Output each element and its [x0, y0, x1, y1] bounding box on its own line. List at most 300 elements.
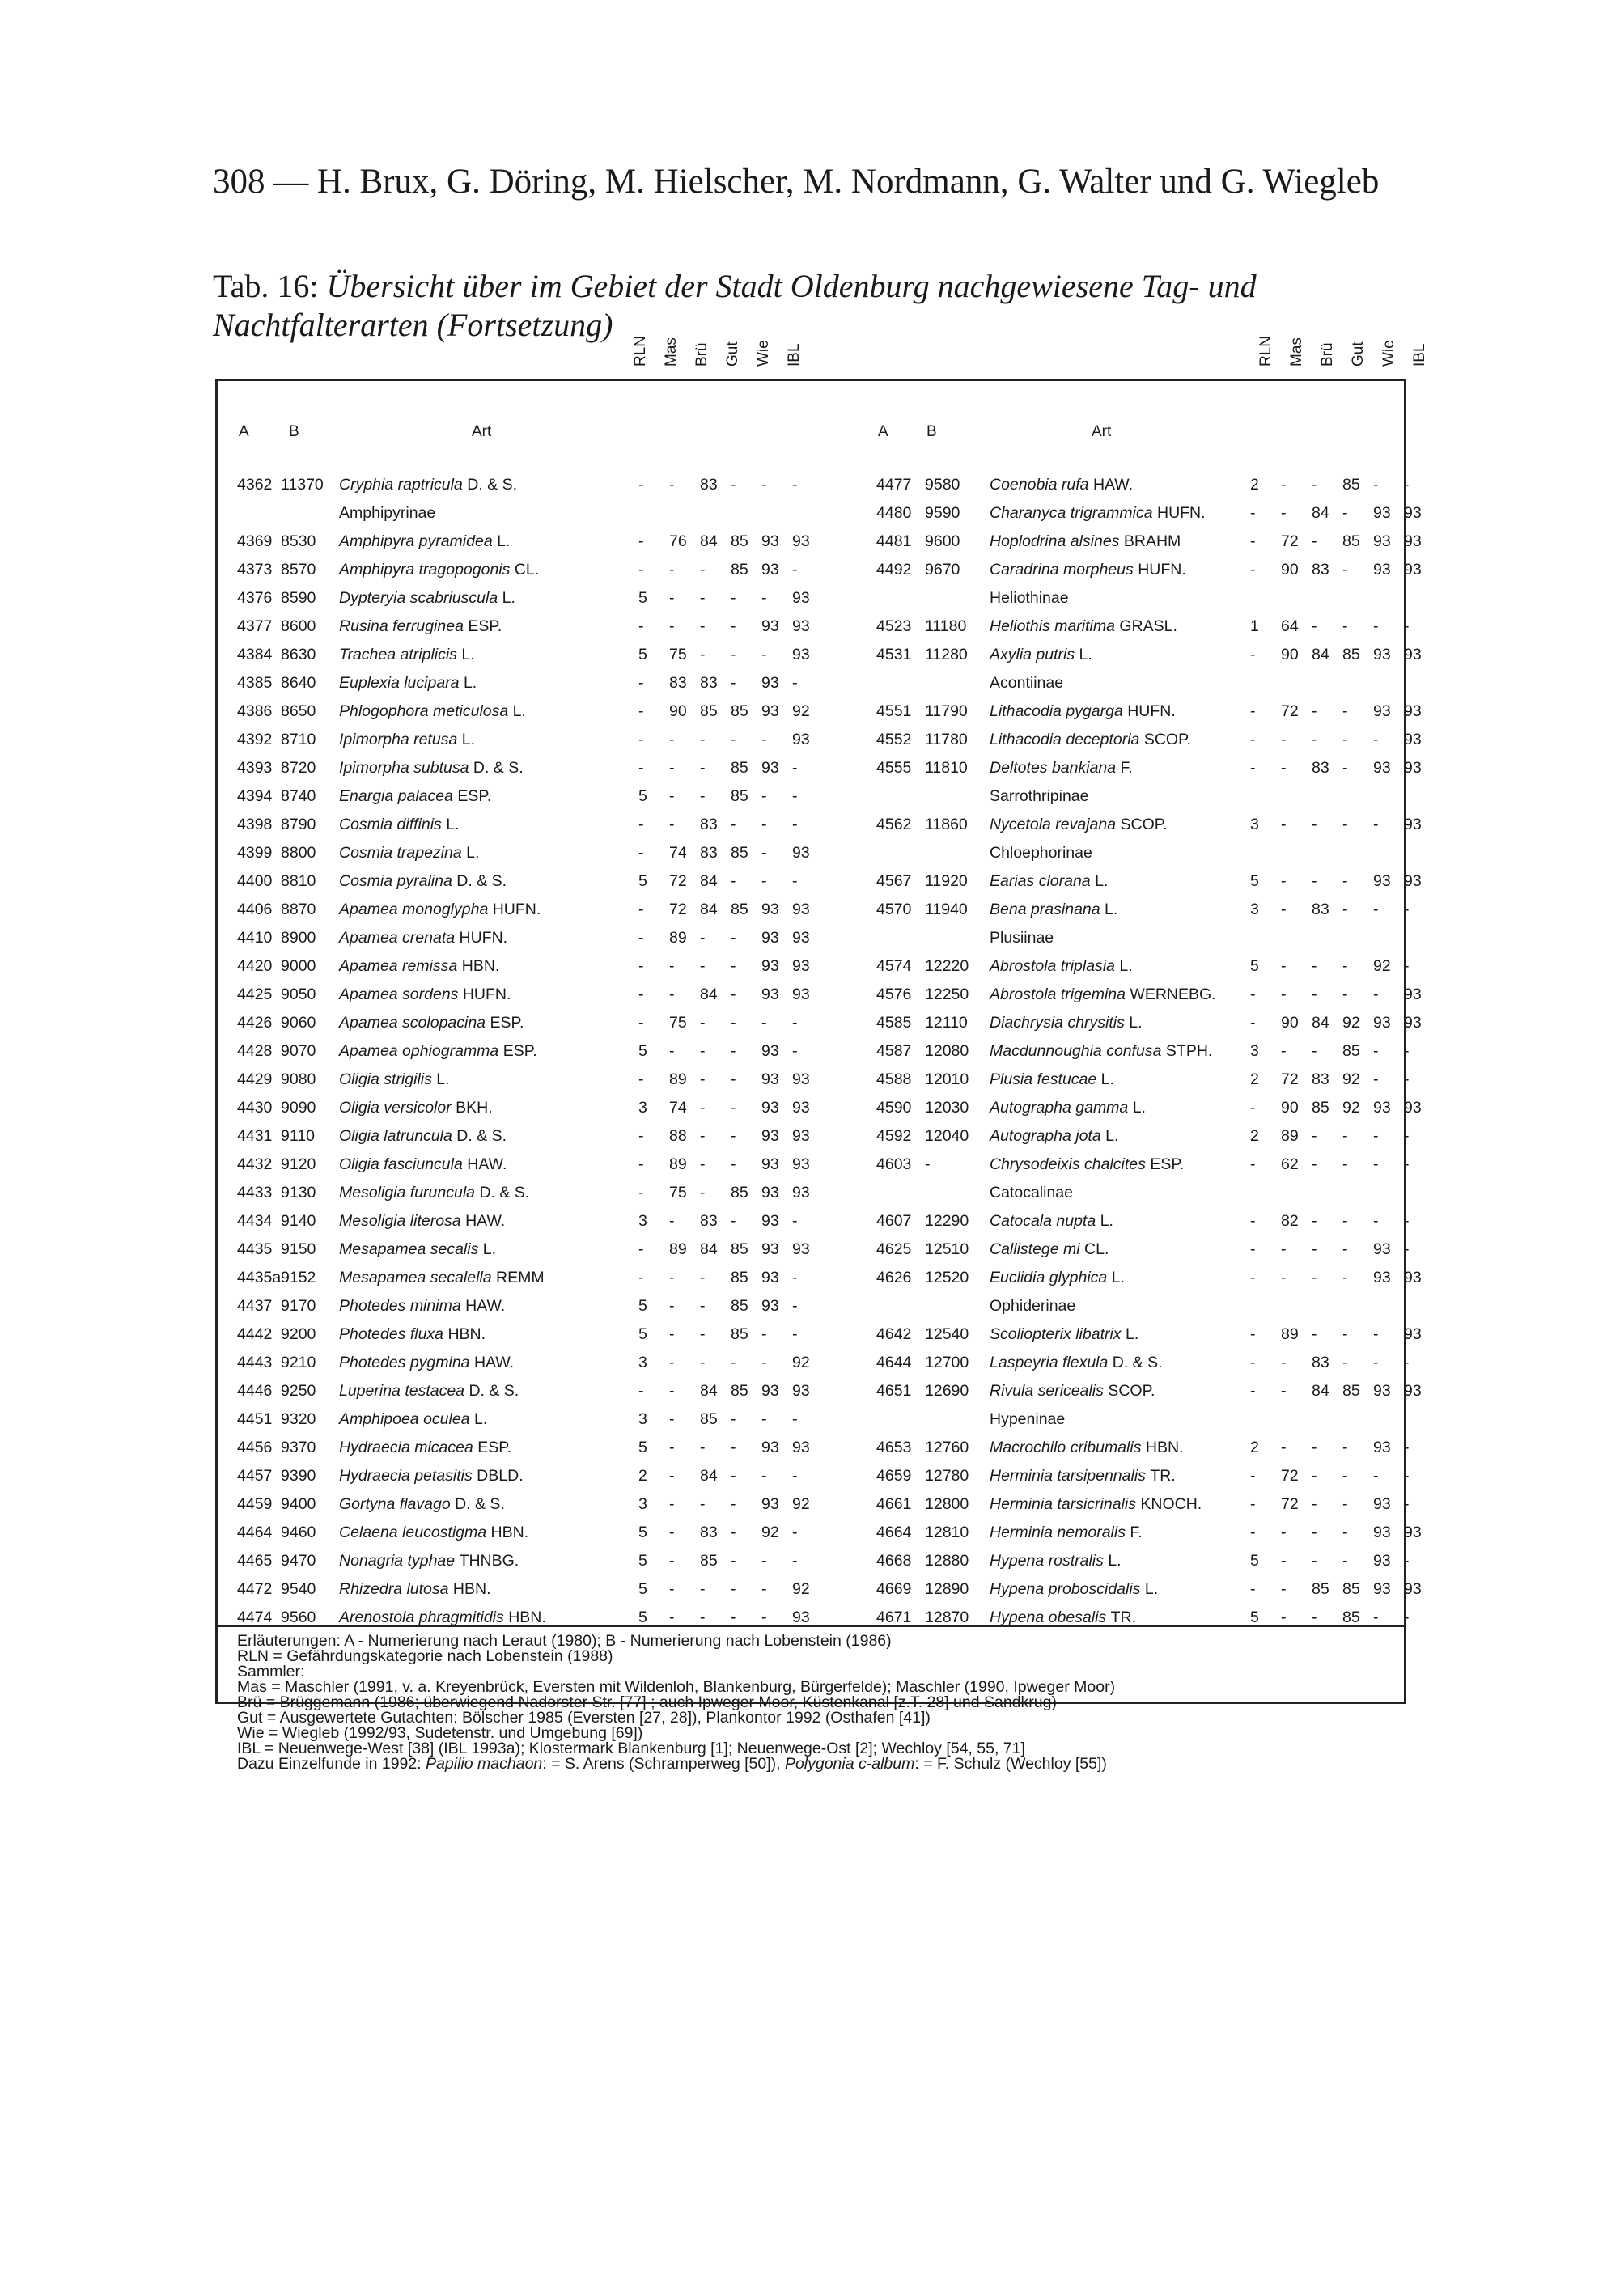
- species-author: D. & S.: [467, 476, 518, 494]
- species-author: ESP.: [477, 1439, 512, 1456]
- species-author: D. & S.: [456, 1127, 507, 1145]
- cell-value: -: [1373, 1212, 1379, 1230]
- cell-value: -: [1404, 1467, 1410, 1485]
- cell-a: 4651: [876, 1382, 912, 1400]
- cell-value: -: [792, 1269, 798, 1286]
- species-author: L.: [1111, 1269, 1125, 1286]
- table-row: [218, 727, 833, 752]
- species-author: D. & S.: [479, 1184, 530, 1202]
- cell-value: -: [1250, 532, 1256, 550]
- cell-value: 93: [792, 1240, 810, 1258]
- cell-a: 4562: [876, 816, 912, 833]
- cell-a: 4443: [237, 1354, 273, 1371]
- cell-b: 8870: [281, 901, 316, 918]
- table-row: [218, 1151, 833, 1177]
- cell-a: 4642: [876, 1325, 912, 1343]
- cell-value: 84: [700, 901, 718, 918]
- species-name: Caradrina morpheus: [990, 561, 1134, 579]
- cell-b: 9150: [281, 1240, 316, 1258]
- cell-value: -: [1250, 1212, 1256, 1230]
- cell-value: 72: [1281, 1495, 1299, 1513]
- cell-value: -: [1373, 1127, 1379, 1145]
- table-row: [833, 1350, 1409, 1375]
- cell-species: [339, 613, 502, 639]
- cell-b: 12690: [925, 1382, 969, 1400]
- cell-value: -: [1281, 1608, 1287, 1626]
- cell-species: [990, 1038, 1212, 1064]
- cell-species: [339, 1519, 528, 1545]
- species-name: Nycetola revajana: [990, 816, 1117, 833]
- cell-value: -: [1404, 617, 1410, 635]
- cell-value: -: [1404, 1155, 1410, 1173]
- cell-b: 12290: [925, 1212, 969, 1230]
- cell-value: 5: [638, 1042, 647, 1060]
- cell-b: 8800: [281, 844, 316, 862]
- cell-value: -: [731, 872, 736, 890]
- cell-value: 84: [700, 985, 718, 1003]
- cell-value: -: [669, 1608, 675, 1626]
- cell-value: -: [638, 1382, 644, 1400]
- cell-value: -: [761, 476, 767, 494]
- cell-value: 85: [731, 1325, 748, 1343]
- species-author: HBN.: [452, 1580, 491, 1598]
- cell-value: 85: [731, 561, 748, 579]
- cell-value: -: [669, 1552, 675, 1570]
- subfamily-name: Heliothinae: [990, 589, 1069, 607]
- cell-a: 4661: [876, 1495, 912, 1513]
- cell-value: -: [1312, 816, 1317, 833]
- cell-a: 4555: [876, 759, 912, 777]
- cell-b: 9580: [925, 476, 960, 494]
- cell-b: 9370: [281, 1439, 316, 1456]
- table-row: [218, 1265, 833, 1291]
- species-name: Autographa gamma: [990, 1099, 1129, 1117]
- cell-a: 4464: [237, 1524, 273, 1541]
- cell-value: -: [669, 561, 675, 579]
- cell-value: 84: [700, 872, 718, 890]
- cell-value: 93: [1373, 1552, 1391, 1570]
- cell-value: 85: [731, 1297, 748, 1315]
- cell-value: 93: [792, 646, 810, 663]
- cell-value: -: [1373, 731, 1379, 748]
- cell-value: 93: [761, 617, 779, 635]
- cell-value: -: [1342, 759, 1348, 777]
- cell-value: -: [638, 1014, 644, 1032]
- species-name: Abrostola triplasia: [990, 957, 1115, 975]
- species-author: HUFN.: [1138, 561, 1186, 579]
- cell-value: -: [761, 1325, 767, 1343]
- table-row: [218, 1519, 833, 1545]
- cell-b: 12890: [925, 1580, 969, 1598]
- cell-value: 85: [1342, 1382, 1360, 1400]
- table-row: [833, 953, 1409, 979]
- cell-value: 93: [792, 532, 810, 550]
- cell-b: 8570: [281, 561, 316, 579]
- cell-value: -: [731, 957, 736, 975]
- cell-value: 93: [1404, 816, 1422, 833]
- species-author: L.: [463, 674, 477, 692]
- cell-value: -: [1281, 1439, 1287, 1456]
- cell-value: 62: [1281, 1155, 1299, 1173]
- cell-value: 93: [792, 1184, 810, 1202]
- cell-value: 2: [1250, 1439, 1259, 1456]
- cell-value: -: [638, 1240, 644, 1258]
- species-author: L.: [473, 1410, 488, 1428]
- cell-species: [990, 1010, 1143, 1036]
- cell-value: 85: [731, 532, 748, 550]
- table-row: [833, 557, 1422, 583]
- cell-value: -: [1281, 759, 1287, 777]
- cell-value: -: [669, 1439, 675, 1456]
- cell-value: -: [731, 1212, 736, 1230]
- species-author: KNOCH.: [1140, 1495, 1202, 1513]
- species-author: TR.: [1110, 1608, 1137, 1626]
- cell-value: 92: [1342, 1014, 1360, 1032]
- species-name: Hypena proboscidalis: [990, 1580, 1141, 1598]
- cell-b: 8640: [281, 674, 316, 692]
- cell-value: -: [731, 816, 736, 833]
- species-name: Mesoligia furuncula: [339, 1184, 476, 1202]
- cell-value: -: [1404, 1608, 1410, 1626]
- cell-value: 85: [731, 759, 748, 777]
- species-name: Cosmia diffinis: [339, 816, 442, 833]
- cell-a: 4480: [876, 504, 912, 522]
- cell-value: 5: [638, 1439, 647, 1456]
- cell-value: -: [1250, 731, 1256, 748]
- cell-b: 11180: [925, 617, 967, 635]
- cell-value: -: [792, 1524, 798, 1541]
- cell-value: -: [792, 1552, 798, 1570]
- cell-value: -: [700, 1269, 706, 1286]
- legend-line: Mas = Maschler (1991, v. a. Kreyenbrück, Eversten mit Wildenloh, Blankenburg, Bürgerfelde); Maschler (1990, Ipweger Moor): [237, 1678, 1116, 1696]
- cell-value: 93: [1373, 646, 1391, 663]
- cell-value: 76: [669, 532, 687, 550]
- cell-species: [990, 1236, 1109, 1262]
- cell-value: 93: [1404, 1014, 1422, 1032]
- cell-species: [339, 1435, 511, 1460]
- cell-value: -: [700, 1354, 706, 1371]
- species-author: HUFN.: [459, 929, 508, 947]
- cell-b: 8530: [281, 532, 316, 550]
- cell-value: 93: [1404, 1269, 1422, 1286]
- cell-species: [339, 642, 475, 668]
- cell-value: 85: [1312, 1099, 1329, 1117]
- species-name: Herminia tarsipennalis: [990, 1467, 1146, 1485]
- species-author: D. & S.: [1112, 1354, 1163, 1371]
- cell-value: 85: [1312, 1580, 1329, 1598]
- header-mas: [1279, 316, 1305, 367]
- species-name: Hydraecia petasitis: [339, 1467, 473, 1485]
- cell-a: 4437: [237, 1297, 273, 1315]
- cell-value: -: [1373, 1354, 1379, 1371]
- cell-value: -: [792, 674, 798, 692]
- subfamily-name: Amphipyrinae: [339, 504, 436, 522]
- species-author: SCOP.: [1143, 731, 1191, 748]
- cell-value: 93: [792, 1382, 810, 1400]
- cell-a: 4607: [876, 1212, 912, 1230]
- cell-value: -: [669, 1354, 675, 1371]
- table-row: [218, 1548, 833, 1574]
- header-gut: [715, 316, 741, 367]
- cell-value: -: [1404, 1354, 1410, 1371]
- cell-value: -: [761, 646, 767, 663]
- cell-a: 4531: [876, 646, 912, 663]
- cell-value: 5: [638, 646, 647, 663]
- cell-value: -: [1342, 702, 1348, 720]
- subfamily-name: Ophiderinae: [990, 1297, 1076, 1315]
- cell-value: -: [731, 476, 736, 494]
- subfamily-row: [833, 585, 1409, 611]
- running-header: 308 — H. Brux, G. Döring, M. Hielscher, M. Nordmann, G. Walter und G. Wiegleb: [213, 163, 1380, 201]
- cell-b: 8710: [281, 731, 316, 748]
- cell-value: -: [638, 929, 644, 947]
- cell-a: 4428: [237, 1042, 273, 1060]
- cell-a: 4465: [237, 1552, 273, 1570]
- cell-value: 85: [1342, 646, 1360, 663]
- species-author: HAW.: [465, 1212, 506, 1230]
- cell-value: -: [1281, 1269, 1287, 1286]
- cell-value: 84: [1312, 1014, 1329, 1032]
- table-row: [833, 1038, 1409, 1064]
- cell-species: [339, 1265, 545, 1291]
- cell-value: -: [1342, 1439, 1348, 1456]
- cell-value: -: [638, 561, 644, 579]
- legend-line: RLN = Gefährdungskategorie nach Lobenstein (1988): [237, 1647, 613, 1665]
- cell-b: 9470: [281, 1552, 316, 1570]
- cell-value: 90: [1281, 646, 1299, 663]
- species-name: Herminia tarsicrinalis: [990, 1495, 1136, 1513]
- cell-species: [990, 1519, 1143, 1545]
- cell-species: [339, 1236, 496, 1262]
- cell-value: -: [669, 816, 675, 833]
- cell-species: [339, 1151, 507, 1177]
- cell-value: -: [1342, 1524, 1348, 1541]
- cell-a: 4446: [237, 1382, 273, 1400]
- cell-species: [339, 953, 499, 979]
- cell-value: 2: [638, 1467, 647, 1485]
- cell-value: -: [638, 476, 644, 494]
- cell-value: -: [1342, 1240, 1348, 1258]
- cell-species: [339, 1123, 507, 1149]
- cell-species: [339, 981, 511, 1007]
- species-name: Euclidia glyphica: [990, 1269, 1108, 1286]
- cell-value: 2: [1250, 476, 1259, 494]
- cell-a: 4362: [237, 476, 273, 494]
- cell-value: -: [669, 787, 675, 805]
- table-row: [833, 1548, 1409, 1574]
- table-row: [218, 896, 833, 922]
- cell-b: 9152: [281, 1269, 316, 1286]
- cell-b: 9000: [281, 957, 316, 975]
- species-name: Arenostola phragmitidis: [339, 1608, 504, 1626]
- header-gut: [1341, 316, 1367, 367]
- cell-value: -: [1342, 561, 1348, 579]
- cell-value: -: [731, 985, 736, 1003]
- table-row: [833, 1123, 1409, 1149]
- cell-a: 4587: [876, 1042, 912, 1060]
- species-name: Charanyca trigrammica: [990, 504, 1153, 522]
- cell-value: -: [761, 1467, 767, 1485]
- cell-value: 84: [700, 1382, 718, 1400]
- species-author: L.: [461, 646, 475, 663]
- cell-value: 93: [1404, 561, 1422, 579]
- subfamily-row: [833, 1406, 1409, 1432]
- table-row: [833, 500, 1422, 526]
- cell-value: -: [1250, 1099, 1256, 1117]
- species-name: Ipimorpha retusa: [339, 731, 458, 748]
- cell-value: -: [1312, 1127, 1317, 1145]
- cell-b: 9250: [281, 1382, 316, 1400]
- cell-value: -: [1312, 532, 1317, 550]
- cell-species: [990, 896, 1117, 922]
- cell-value: -: [700, 1070, 706, 1088]
- cell-value: 72: [669, 901, 687, 918]
- species-name: Cryphia raptricula: [339, 476, 463, 494]
- species-author: F.: [1120, 759, 1133, 777]
- subfamily-row: [833, 670, 1409, 696]
- legend-line: Wie = Wiegleb (1992/93, Sudetenstr. und Umgebung [69]): [237, 1724, 643, 1742]
- cell-value: 72: [669, 872, 687, 890]
- cell-value: -: [1342, 1155, 1348, 1173]
- cell-value: -: [700, 589, 706, 607]
- cell-value: 93: [792, 957, 810, 975]
- cell-value: -: [731, 1127, 736, 1145]
- cell-b: 9140: [281, 1212, 316, 1230]
- cell-a: 4425: [237, 985, 273, 1003]
- subfamily-name: Chloephorinae: [990, 844, 1092, 862]
- cell-value: -: [1342, 872, 1348, 890]
- cell-value: -: [700, 957, 706, 975]
- species-author: HAW.: [465, 1297, 506, 1315]
- subfamily-name: Sarrothripinae: [990, 787, 1089, 805]
- cell-value: -: [792, 1014, 798, 1032]
- cell-value: 3: [638, 1099, 647, 1117]
- species-name: Catocala nupta: [990, 1212, 1096, 1230]
- species-name: Diachrysia chrysitis: [990, 1014, 1125, 1032]
- cell-a: 4398: [237, 816, 273, 833]
- cell-value: 93: [1404, 702, 1422, 720]
- cell-value: -: [761, 1580, 767, 1598]
- species-name: Plusia festucae: [990, 1070, 1097, 1088]
- species-name: Nonagria typhae: [339, 1552, 456, 1570]
- cell-b: 9460: [281, 1524, 316, 1541]
- cell-b: 12220: [925, 957, 969, 975]
- cell-value: 93: [761, 1439, 779, 1456]
- header-rln: [623, 316, 649, 367]
- cell-value: -: [669, 1212, 675, 1230]
- species-author: HAW.: [473, 1354, 515, 1371]
- cell-value: -: [1281, 731, 1287, 748]
- cell-b: 12040: [925, 1127, 969, 1145]
- cell-value: 85: [731, 787, 748, 805]
- cell-value: 85: [731, 844, 748, 862]
- cell-value: 5: [638, 872, 647, 890]
- cell-value: -: [1250, 646, 1256, 663]
- species-name: Amphipyra pyramidea: [339, 532, 493, 550]
- species-author: BRAHM: [1123, 532, 1181, 550]
- cell-value: -: [1373, 1042, 1379, 1060]
- species-author: WERNEBG.: [1130, 985, 1216, 1003]
- subfamily-row: [833, 1293, 1409, 1319]
- cell-value: -: [1342, 1495, 1348, 1513]
- cell-value: 5: [1250, 957, 1259, 975]
- table-row: [218, 925, 833, 951]
- header-ibl: [1402, 316, 1428, 367]
- cell-value: -: [792, 759, 798, 777]
- cell-value: 85: [731, 1184, 748, 1202]
- cell-species: [339, 812, 459, 837]
- cell-value: -: [638, 844, 644, 862]
- cell-value: -: [1373, 985, 1379, 1003]
- cell-value: -: [761, 731, 767, 748]
- species-author: HAW.: [1092, 476, 1134, 494]
- cell-value: -: [669, 1325, 675, 1343]
- header-art: Art: [472, 423, 492, 440]
- cell-value: 83: [700, 1524, 718, 1541]
- species-author: DBLD.: [477, 1467, 524, 1485]
- header-a: A: [878, 423, 888, 440]
- species-author: L.: [1105, 1127, 1119, 1145]
- cell-value: -: [761, 589, 767, 607]
- cell-value: 93: [792, 901, 810, 918]
- cell-value: -: [731, 674, 736, 692]
- cell-value: 85: [731, 1269, 748, 1286]
- cell-value: 93: [792, 844, 810, 862]
- cell-species: [990, 557, 1186, 583]
- cell-a: 4435a: [237, 1269, 282, 1286]
- cell-value: -: [700, 1014, 706, 1032]
- cell-a: 4406: [237, 901, 273, 918]
- cell-value: -: [1312, 957, 1317, 975]
- table-row: [833, 868, 1422, 894]
- cell-a: 4664: [876, 1524, 912, 1541]
- cell-value: -: [669, 476, 675, 494]
- species-name: Callistege mi: [990, 1240, 1080, 1258]
- cell-value: -: [761, 1014, 767, 1032]
- cell-value: -: [761, 872, 767, 890]
- cell-value: -: [1312, 1042, 1317, 1060]
- cell-value: 1: [1250, 617, 1259, 635]
- cell-value: -: [1250, 1382, 1256, 1400]
- cell-value: -: [792, 1297, 798, 1315]
- cell-a: 4457: [237, 1467, 273, 1485]
- cell-value: 93: [1373, 561, 1391, 579]
- cell-a: 4481: [876, 532, 912, 550]
- table-row: [833, 1435, 1409, 1460]
- table-row: [833, 1519, 1422, 1545]
- cell-a: 4592: [876, 1127, 912, 1145]
- species-author: HUFN.: [1127, 702, 1176, 720]
- table-row: [218, 953, 833, 979]
- cell-value: -: [731, 1580, 736, 1598]
- cell-value: -: [1250, 1524, 1256, 1541]
- species-author: HAW.: [467, 1155, 507, 1173]
- table-row: [218, 642, 833, 668]
- cell-a: 4625: [876, 1240, 912, 1258]
- species-author: SCOP.: [1108, 1382, 1155, 1400]
- cell-b: 12800: [925, 1495, 969, 1513]
- cell-value: 90: [1281, 561, 1299, 579]
- species-name: Rivula sericealis: [990, 1382, 1104, 1400]
- species-name: Heliothis maritima: [990, 617, 1115, 635]
- cell-value: 3: [1250, 901, 1259, 918]
- species-author: HBN.: [447, 1325, 486, 1343]
- species-author: ESP.: [490, 1014, 524, 1032]
- cell-species: [990, 642, 1092, 668]
- cell-value: -: [638, 702, 644, 720]
- cell-value: -: [1312, 1240, 1317, 1258]
- species-author: L.: [1100, 1070, 1114, 1088]
